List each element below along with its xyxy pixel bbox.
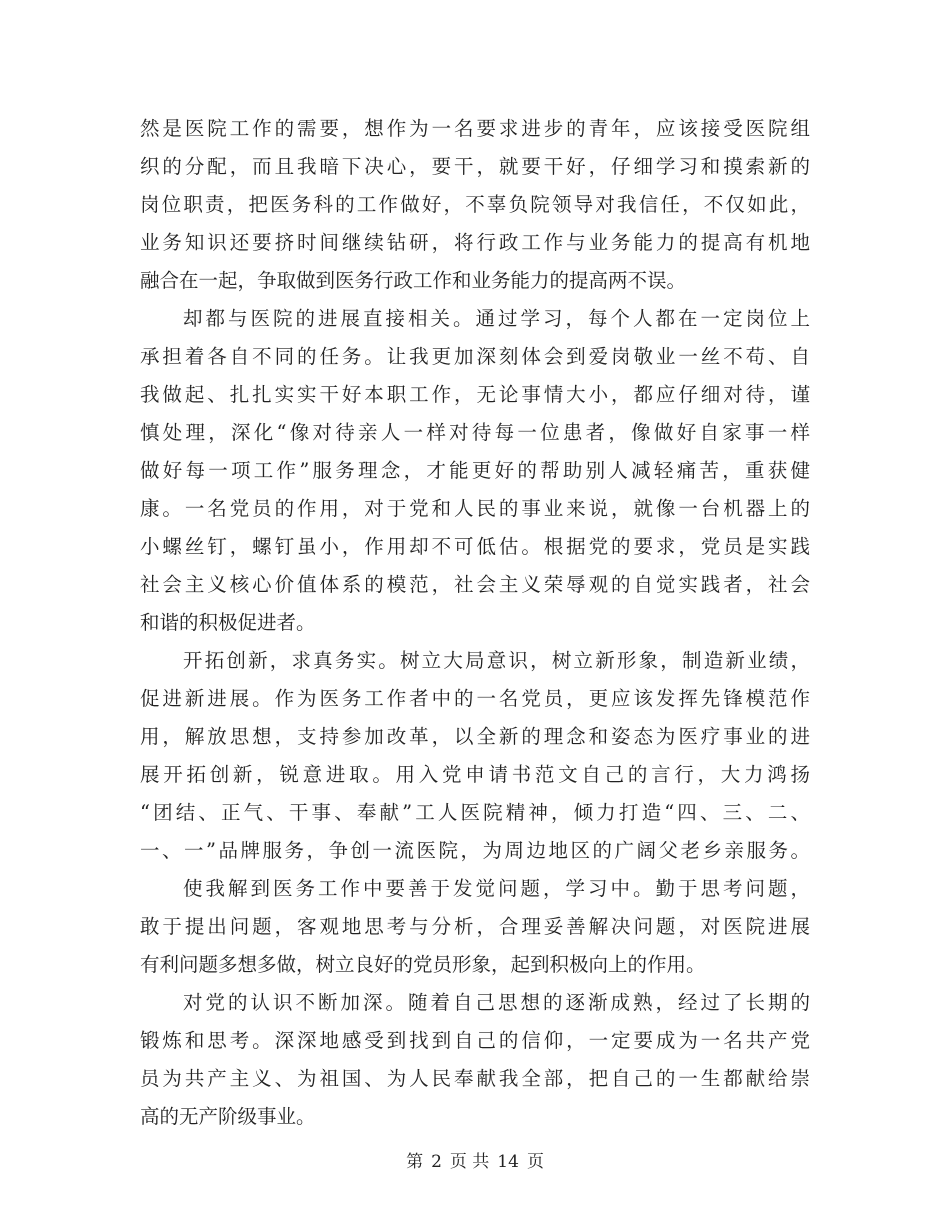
text-line: 融合在一起，争取做到医务行政工作和业务能力的提高两不误。 [140,269,687,292]
footer-page-number: 2 [431,1152,442,1172]
text-line: 然是医院工作的需要，想作为一名要求进步的青年，应该接受医院组 [140,117,810,140]
text-line: 承担着各自不同的任务。让我更加深刻体会到爱岗敬业一丝不苟、自 [140,345,810,368]
text-line: 展开拓创新，锐意进取。用入党申请书范文自己的言行，大力鸿扬 [140,763,810,786]
text-line: 高的无产阶级事业。 [140,1105,316,1128]
text-line: 对党的认识不断加深。随着自己思想的逐渐成熟，经过了长期的 [183,991,810,1014]
footer-mid: 页 共 [449,1152,490,1172]
text-line: 敢于提出问题，客观地思考与分析，合理妥善解决问题，对医院进展 [140,915,810,938]
page-footer [0,1150,950,1174]
text-line: 员为共产主义、为祖国、为人民奉献我全部，把自己的一生都献给崇 [140,1067,810,1090]
text-line: 岗位职责，把医务科的工作做好，不辜负院领导对我信任，不仅如此， [140,193,810,216]
text-line: 用，解放思想，支持参加改革，以全新的理念和姿态为医疗事业的进 [140,725,810,748]
text-line: 慎处理，深化“像对待亲人一样对待每一位患者，像做好自家事一样 [140,421,810,444]
text-line: 促进新进展。作为医务工作者中的一名党员，更应该发挥先锋模范作 [140,687,810,710]
text-line: 做好每一项工作”服务理念，才能更好的帮助别人减轻痛苦，重获健 [140,459,810,482]
text-line: 织的分配，而且我暗下决心，要干，就要干好，仔细学习和摸索新的 [140,155,810,178]
footer-suffix: 页 [526,1152,544,1172]
text-line: 社会主义核心价值体系的模范，社会主义荣辱观的自觉实践者，社会 [140,573,810,596]
text-line: 我做起、扎扎实实干好本职工作，无论事情大小，都应仔细对待，谨 [140,383,810,406]
body-text [140,110,810,1136]
text-line: 使我解到医务工作中要善于发觉问题，学习中。勤于思考问题， [183,877,810,900]
text-line: 业务知识还要挤时间继续钻研，将行政工作与业务能力的提高有机地 [140,231,810,254]
text-line: 康。一名党员的作用，对于党和人民的事业来说，就像一台机器上的 [140,497,810,520]
text-line: 却都与医院的进展直接相关。通过学习，每个人都在一定岗位上 [183,307,810,330]
text-line: 锻炼和思考。深深地感受到找到自己的信仰，一定要成为一名共产党 [140,1029,810,1052]
footer-total-pages: 14 [497,1152,519,1172]
text-line: “团结、正气、干事、奉献”工人医院精神，倾力打造“四、三、二、 [140,801,810,824]
text-line: 有利问题多想多做，树立良好的党员形象，起到积极向上的作用。 [140,953,706,976]
text-line: 一、一”品牌服务，争创一流医院，为周边地区的广阔父老乡亲服务。 [140,839,810,862]
text-line: 开拓创新，求真务实。树立大局意识，树立新形象，制造新业绩， [183,649,810,672]
text-line: 小螺丝钉，螺钉虽小，作用却不可低估。根据党的要求，党员是实践 [140,535,810,558]
footer-prefix: 第 [406,1152,424,1172]
text-line: 和谐的积极促进者。 [140,611,316,634]
